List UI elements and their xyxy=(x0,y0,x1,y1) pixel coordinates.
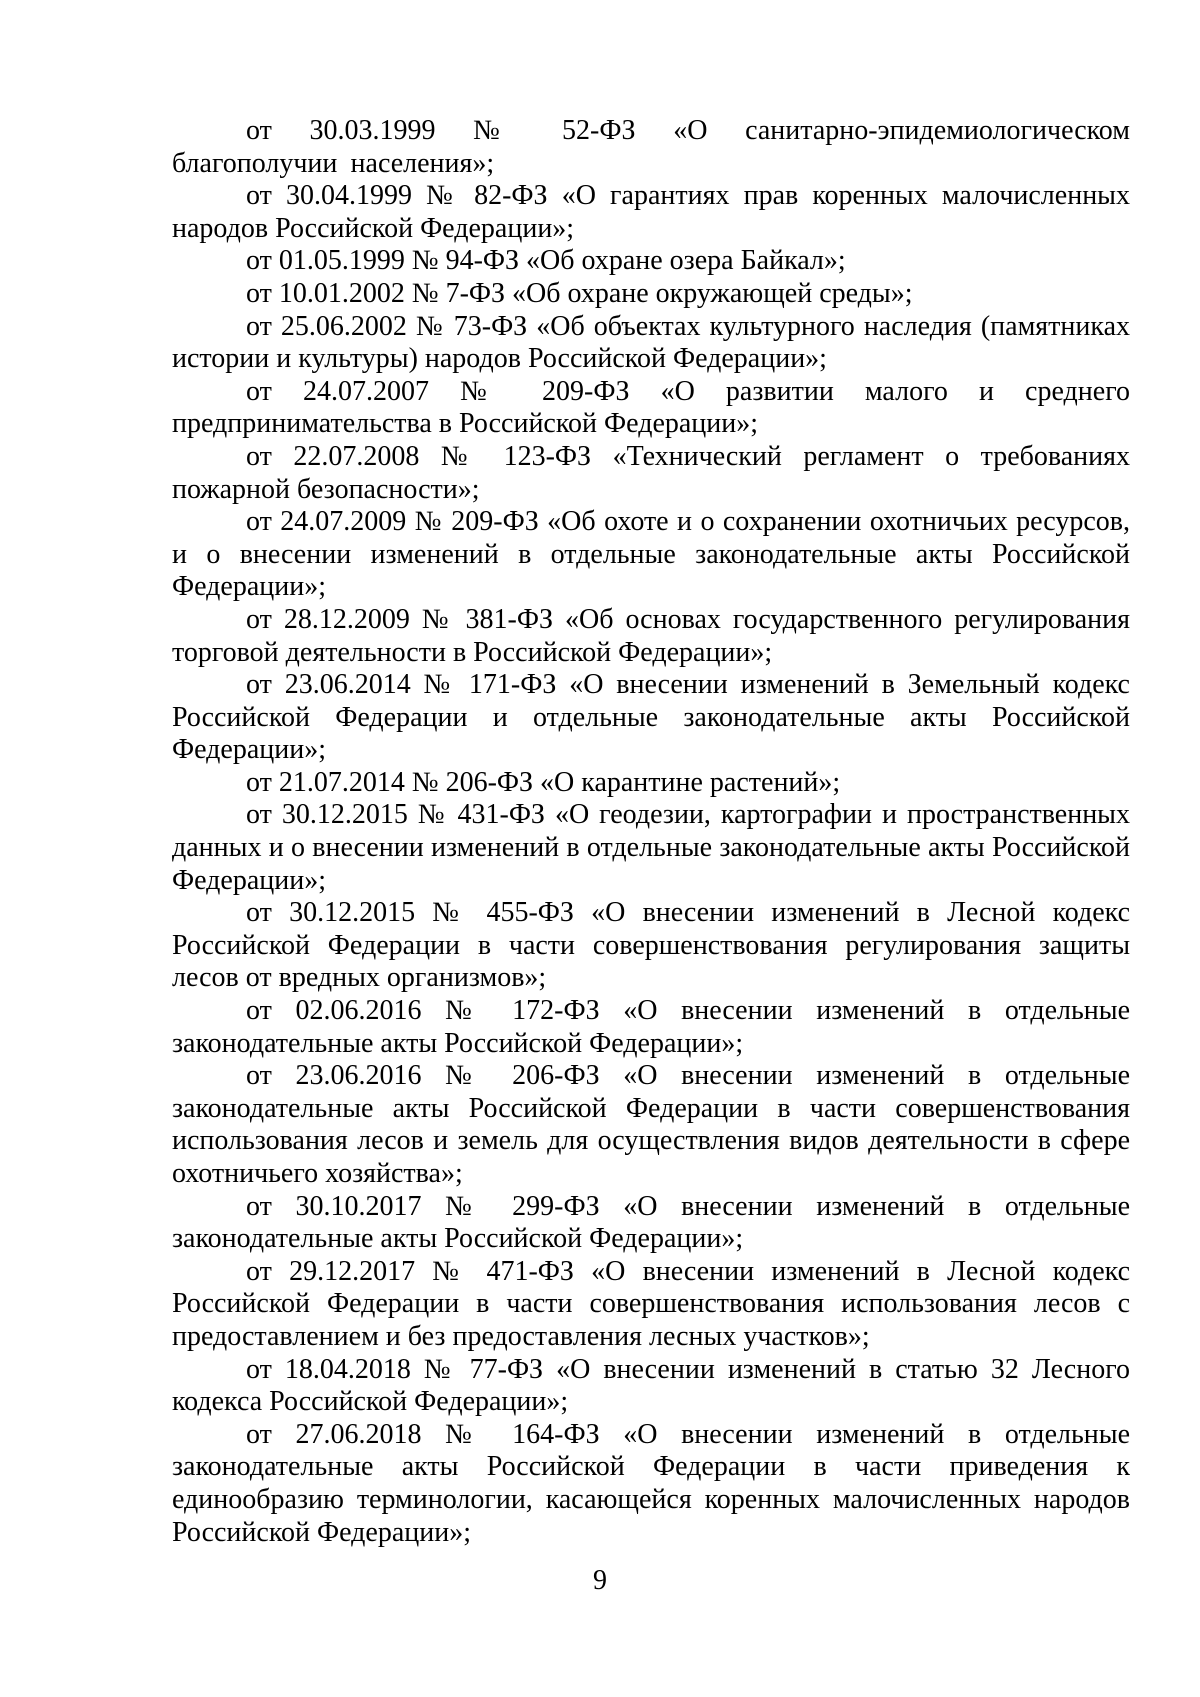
law-reference-paragraph: от 23.06.2014 № 171-ФЗ «О внесении изменений в Земельный кодекс Российской Федерации и отдельные законодательные акты Российской Федерации»; xyxy=(172,669,1130,766)
law-reference-paragraph: от 02.06.2016 № 172-ФЗ «О внесении изменений в отдельные законодательные акты Российской Федерации»; xyxy=(172,995,1130,1059)
document-body xyxy=(172,115,1130,1549)
law-reference-paragraph: от 23.06.2016 № 206-ФЗ «О внесении изменений в отдельные законодательные акты Российской Федерации в части совершенствования использования лесов и земель для осуществления видов деятельности в сфере охотничьего хозяйства»; xyxy=(172,1060,1130,1189)
law-reference-paragraph: от 24.07.2009 № 209-ФЗ «Об охоте и о сохранении охотничьих ресурсов, и о внесении изменений в отдельные законодательные акты Российской Федерации»; xyxy=(172,506,1130,603)
law-reference-paragraph: от 30.12.2015 № 431-ФЗ «О геодезии, картографии и пространственных данных и о внесении изменений в отдельные законодательные акты Российской Федерации»; xyxy=(172,799,1130,896)
law-reference-paragraph: от 29.12.2017 № 471-ФЗ «О внесении изменений в Лесной кодекс Российской Федерации в части совершенствования использования лесов с предоставлением и без предоставления лесных участков»; xyxy=(172,1255,1130,1352)
law-reference-paragraph: от 30.03.1999 № 52-ФЗ «О санитарно-эпидемиологическом благополучии населения»; xyxy=(172,115,1130,179)
law-reference-paragraph: от 24.07.2007 № 209-ФЗ «О развитии малого и среднего предпринимательства в Российской Федерации»; xyxy=(172,375,1130,440)
law-reference-paragraph: от 01.05.1999 № 94-ФЗ «Об охране озера Байкал»; xyxy=(246,245,846,277)
law-reference-paragraph: от 25.06.2002 № 73-ФЗ «Об объектах культурного наследия (памятниках истории и культуры) народов Российской Федерации»; xyxy=(172,310,1130,375)
law-reference-paragraph: от 21.07.2014 № 206-ФЗ «О карантине растений»; xyxy=(246,766,841,798)
law-reference-paragraph: от 30.04.1999 № 82-ФЗ «О гарантиях прав коренных малочисленных народов Российской Федерации»; xyxy=(172,180,1130,244)
law-reference-paragraph: от 28.12.2009 № 381-ФЗ «Об основах государственного регулирования торговой деятельности в Российской Федерации»; xyxy=(172,603,1130,668)
law-reference-paragraph: от 10.01.2002 № 7-ФЗ «Об охране окружающей среды»; xyxy=(246,277,913,309)
law-reference-paragraph: от 18.04.2018 № 77-ФЗ «О внесении изменений в статью 32 Лесного кодекса Российской Федерации»; xyxy=(172,1353,1130,1418)
law-reference-paragraph: от 22.07.2008 № 123-ФЗ «Технический регламент о требованиях пожарной безопасности»; xyxy=(172,440,1130,505)
law-reference-paragraph: от 27.06.2018 № 164-ФЗ «О внесении изменений в отдельные законодательные акты Российской Федерации в части приведения к единообразию терминологии, касающейся коренных малочисленных народов Российской Федерации»; xyxy=(172,1418,1130,1548)
law-reference-paragraph: от 30.12.2015 № 455-ФЗ «О внесении изменений в Лесной кодекс Российской Федерации в части совершенствования регулирования защиты лесов от вредных организмов»; xyxy=(172,897,1130,994)
page-number: 9 xyxy=(593,1565,607,1596)
law-reference-paragraph: от 30.10.2017 № 299-ФЗ «О внесении изменений в отдельные законодательные акты Российской Федерации»; xyxy=(172,1190,1130,1255)
